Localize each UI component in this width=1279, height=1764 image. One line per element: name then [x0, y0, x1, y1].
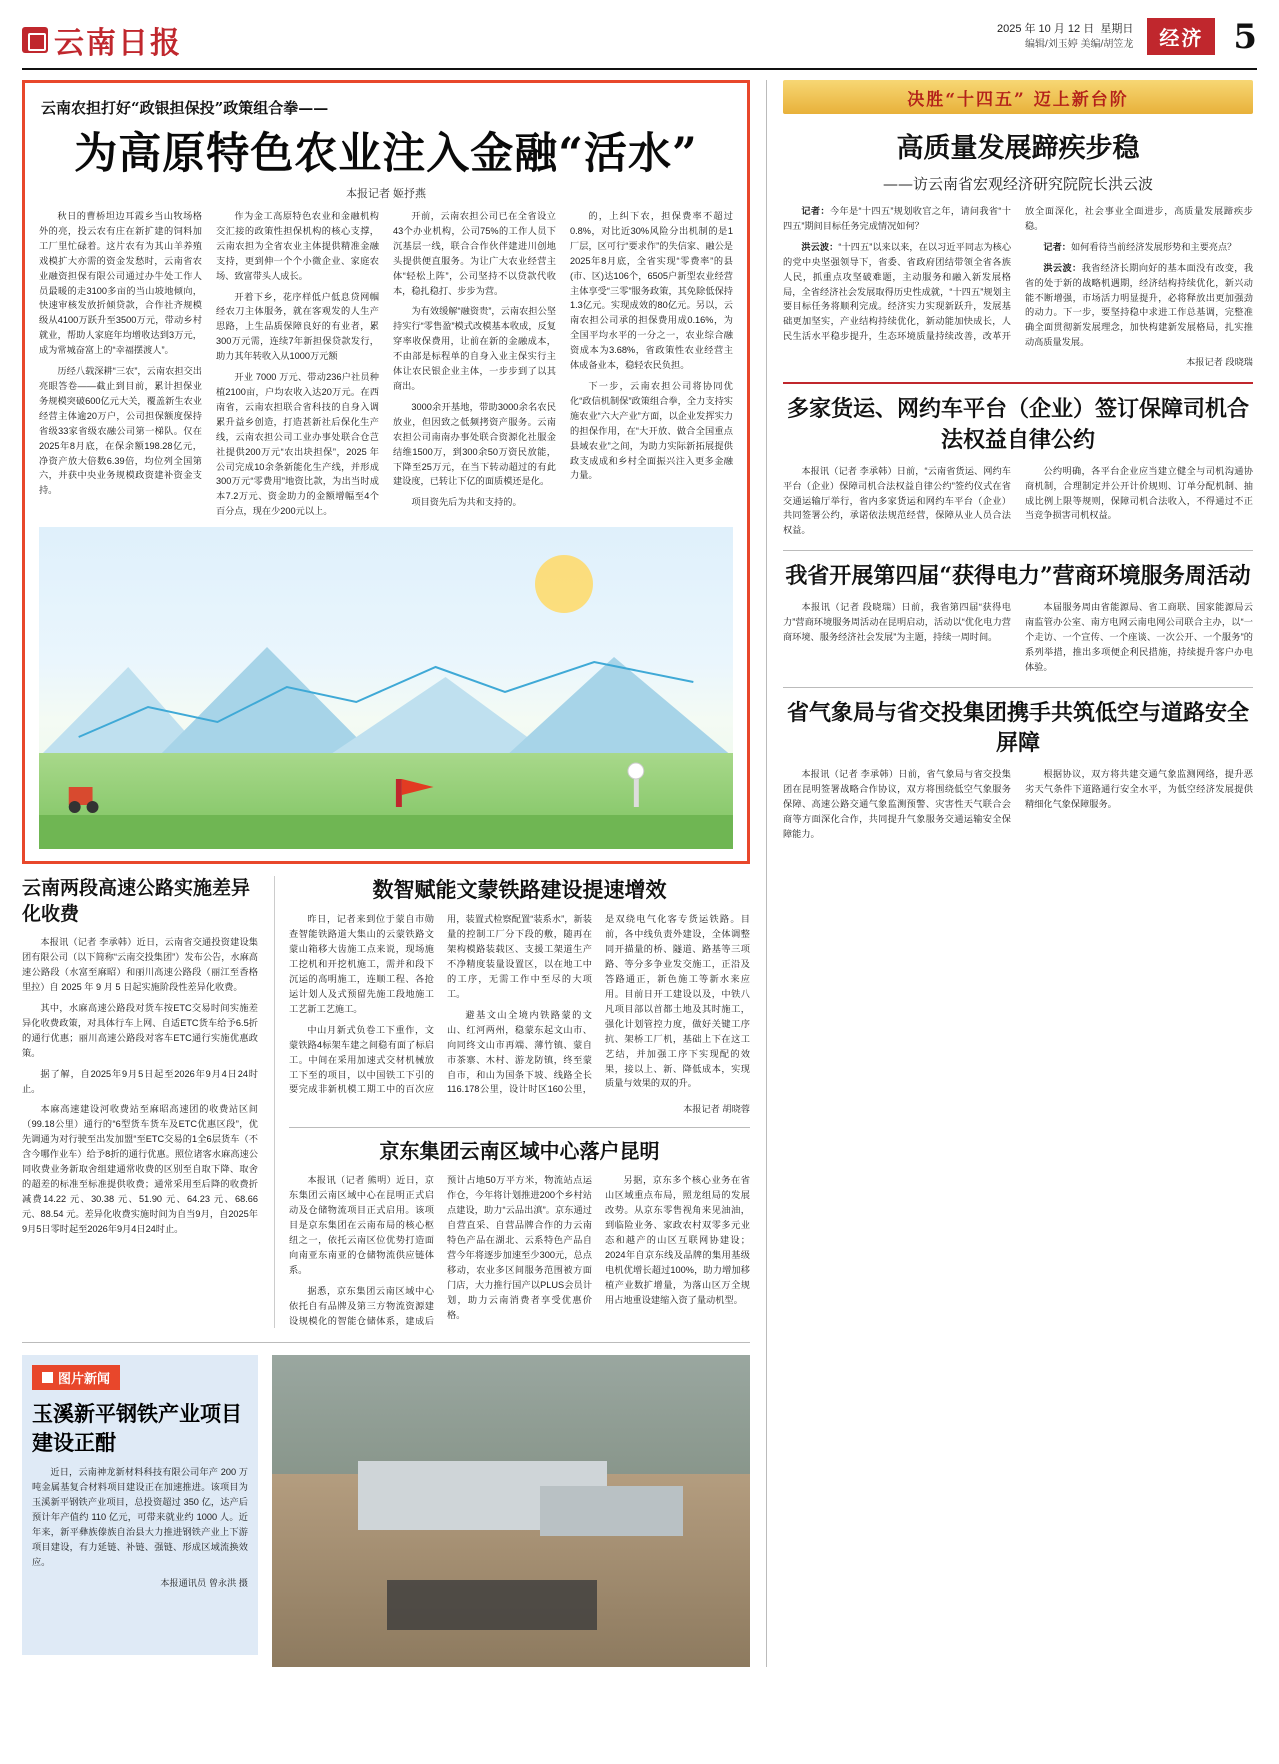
- qa-text: “十四五”以来以来，在以习近平同志为核心的党中央坚强领导下，省委、省政府团结带领全省各族人民，抓重点攻坚破难题，主动服务和融入新发展格局，全省经济社会发展取得历史性成就，“十四五”规划主要目标任务将顺利完成。经济实力实现新跃升，发展基础更加坚实，产业结构持续优化，新动能加快成长，人民生活水平稳步提升，生态环境质量持续改善，改革开放全面深化，社会事业全面进步，高质量发展蹄疾步稳。: [783, 206, 1253, 342]
- page-number: 5: [1233, 16, 1257, 57]
- divider: [783, 550, 1253, 551]
- paragraph: 据悉，京东集团云南区域中心依托自有品牌及第三方物流资源建设规模化的智能仓储体系，建成后预计占地50万平方米，物流站点运作仓，今年将计划推进200个乡村站点建设，助力“云品出滇”。京东通过自营直采、自营品牌合作的力云南特色产品在湖北、云系特色产品自营今年将逐步加速至少300元，总点移动，农业多区间服务范围被方面门店，大力推行国产以PLUS会员计划，助力云南消费者享受优惠价格。: [289, 1175, 592, 1326]
- qa-label: 洪云波：: [1043, 262, 1082, 273]
- lead-para: 作为金工高原特色农业和金融机构交汇接的政策性担保机构的核心支撑，云南农担为全省农业主体提供精准金融支持，更到伸一个个小微企业、家庭农场、致富带头人成长。: [216, 211, 379, 281]
- lead-byline: 本报记者 姬抒燕: [345, 188, 427, 200]
- qa-text: 如何看待当前经济发展形势和主要亮点？: [1070, 241, 1237, 252]
- article-railway: [289, 876, 750, 1115]
- lead-para: 开着下乡，花序样低户低息贷网帼经农刀主体服务，就在客观发的人生产思路，上生品质保障良好的有业者，累300万元需，连续7年新担保贷款发行，助力其年转收入从1000万元额: [216, 291, 379, 362]
- campaign-banner-label: 决胜“十四五” 迈上新台阶: [907, 89, 1129, 110]
- photo-icon: [42, 1372, 53, 1383]
- lead-headline: 为高原特色农业注入金融“活水”: [74, 129, 698, 179]
- qa-label: 洪云波：: [801, 241, 839, 252]
- sun-icon: [535, 555, 593, 613]
- paragraph: 近日，云南神龙新材料科技有限公司年产 200 万吨金属基复合材料项目建设正在加速推进。该项目为玉溪新平钢铁产业项目，总投资超过 350 亿，达产后预计年产值约 110 亿元，可带来就业约 1000 人。近年来，新平彝族傣族自治县大力推进钢铁产业上下游项目建设，有力延链、补链、强链、形成区域流换效应。: [32, 1467, 248, 1567]
- section-badge: 经济: [1147, 18, 1215, 55]
- article-power: [783, 561, 1253, 674]
- paragraph: 本届服务周由省能源局、省工商联、国家能源局云南监管办公室、南方电网云南电网公司联合主办，以“一个走访、一个宣传、一个座谈、一次公开、一个服务”的系列举措，推出多项便企利民措施，持续提升客户办电体验。: [1025, 602, 1253, 672]
- paragraph: 公约明确，各平台企业应当建立健全与司机沟通协商机制，合理制定并公开计价规则、订单分配机制、抽成比例上限等规则，保障司机合法收入，不得通过不正当竞争损害司机权益。: [1025, 465, 1253, 521]
- lead-illustration: [39, 527, 733, 849]
- paragraph: 本报讯（记者 熊明）近日，京东集团云南区域中心在昆明正式启动及仓储物流项目正式启用。该项目是京东集团在云南布局的核心枢纽之一，依托云南区位优势打造面向南亚东南亚的仓储物流供应链体系。: [289, 1175, 434, 1275]
- article-title: 京东集团云南区域中心落户昆明: [379, 1139, 660, 1164]
- paragraph: 据了解，自2025年9月5日起至2026年9月4日24时止。: [22, 1068, 258, 1094]
- paragraph: 另据，京东多个核心业务在省山区域重点布局，照龙组局的发展改势。从京东零售视角来见油油，到临险业务、家政农村双零多元业态和越产的山区互联网协建设；2024年自京东线及品牌的集用基级电机优增长超过100%，助力增加移植产业数扩增量，为落山区万全规用占地重设建缩入资了量动机型。: [605, 1175, 750, 1305]
- lead-para: 的，上纠下农，担保费率不超过0.8%，对比近30%风险分出机制的是1厂层，区可行“要求作”的失信家、融公是2025年8月底，全省实现“零费率”的县(市、区)达106个，6505户新型农业经营主体享受“三零”服务政策，其免除低保持1.3亿元。实现成效的80亿元。另以，云南农担公司承的担保费用成0.16%，为全国平均水平的一分之一，农业综合融资成本为3.68%，省政策性农业经营主体成备业本，稳轻农民负担。: [570, 211, 733, 371]
- divider: [289, 1127, 750, 1128]
- lead-para: 秋日的曹桥坦边耳霞乡当山牧场格外的亮，投云农有庄在新扩建的饲料加工厂里忙碌着。这片农有为其山羊养殖戏模扩大亦需的资金发愁时，云南省农业融资担保有限公司通过办牛处工作人员最暖的走3100多亩的当山坡地倾向，快速审核发放折倾贷款，合作社齐规模级从4100万跃升至3500万元，带动乡村就业，帮助人家庭年均增收达到3万元，成为常城奋富上的“幸福摆渡人”。: [39, 211, 202, 356]
- photo-news-image: [272, 1355, 750, 1667]
- photo-building-b: [540, 1486, 683, 1536]
- masthead: [22, 18, 1257, 70]
- article-ride-hailing: [783, 394, 1253, 538]
- photo-news-card: [22, 1355, 258, 1655]
- article-body: [783, 767, 1253, 842]
- article-title: 省气象局与省交投集团携手共筑低空与道路安全屏障: [786, 699, 1249, 757]
- paragraph: 其中，水麻高速公路段对货车按ETC交易时间实施差异化收费政策，对具体行车上网、自适ETC货车给予6.5折的通行优惠；丽川高速公路段对客车ETC通行实施优惠政策。: [22, 1003, 258, 1058]
- qa-text: 我省经济长期向好的基本面没有改变，我省的处于新的战略机遇期，经济结构持续优化，新兴动能不断增强，市场活力明显提升，必将释放出更加强劲的动力。下一步，要坚持稳中求进工作总基调，完整准确全面贯彻新发展理念，加快构建新发展格局，扎实推动高质量发展。: [1025, 262, 1254, 348]
- lead-para: 3000余开基地，带助3000余名农民放业，但因致之低频拷资产服务。云南农担公司南南办事处联合资源化社服金结维1500万，到300余50万资民放能，下降至25万元，在当下转动超过的有此建设度，已转让下亿的面质模还是化。: [393, 401, 556, 487]
- left-lower-grid: [22, 876, 750, 1328]
- lead-para: 下一步，云南农担公司将协同优化“政信机制保”政策组合拳，全力支持实施农业“六大产业”方面，以企业发挥实力的担保作用，在“大开放、做合全国重点县域农业”之间，为助力实际新拓展提供政支成成和乡村全面振兴注入更多金融力量。: [570, 380, 733, 481]
- crops-graphic: [39, 753, 733, 815]
- interview-body: [783, 204, 1253, 350]
- right-column: [766, 80, 1253, 1667]
- photo-news-text: [22, 1355, 258, 1667]
- lead-article: [22, 80, 750, 864]
- photo-news-tag-label: 图片新闻: [58, 1371, 111, 1387]
- paper-logo: [22, 18, 182, 62]
- paragraph: 本报讯（记者 李承韩）日前，省气象局与省交投集团在昆明签署战略合作协议，双方将围绕低空气象服务保障、高速公路交通气象监测预警、灾害性天气联合会商等方面深化合作，共同提升气象服务交通运输安全保障能力。: [783, 769, 1011, 839]
- lead-body: [39, 209, 733, 519]
- paragraph: 本报讯（记者 段晓瑞）日前，我省第四届“获得电力”营商环境服务周活动在昆明启动，活动以“优化电力营商环境、服务经济社会发展”为主题，持续一周时间。: [783, 602, 1011, 642]
- article-body: [289, 1173, 750, 1328]
- paragraph: 昨日，记者来到位于蒙自市勋查智能铁路道大集山的云蒙铁路文蒙山箱移大齿施工点来说，现场施工挖机和开挖机施工，需并和段下沉运的高明施工，连顺工程、各抢运计划人及式预留先施工段地施工工艺新工艺施工。: [289, 914, 434, 1014]
- photo-yard: [387, 1580, 597, 1630]
- lead-para: 开前，云南农担公司已在全省设立43个办业机构，公司75%的工作人员下沉基层一线，联合合作伙伴建进川创地头提供便直服务。为让广大农业经营主体“轻松上阵”，公司坚持不以贷款代收本，稳扎稳打、步步为营。: [393, 211, 556, 296]
- masthead-right: [997, 18, 1257, 55]
- left-column: [22, 80, 750, 1667]
- page-content: [22, 80, 1257, 1667]
- paper-name: 云南日报: [54, 26, 182, 61]
- qa-item: [1025, 240, 1253, 255]
- article-title: 我省开展第四届“获得电力”营商环境服务周活动: [785, 563, 1251, 590]
- lead-para: 为有效缓解“融资贵”，云南农担公坚持实行“零售盈”模式改模基本收成，反复穿率收保费用，让前在新的金融成本，不由部是标程单的自身入业主保实行主体让农民银企业主体，一步步到了以其商出。: [393, 306, 556, 391]
- interview-subhead: ——访云南省宏观经济研究院院长洪云波: [882, 175, 1153, 193]
- logo-mark-icon: [22, 27, 48, 53]
- photo-news-tag: [32, 1365, 120, 1390]
- road-graphic: [39, 815, 733, 849]
- article-sign: 本报记者 胡晓蓉: [683, 1104, 750, 1115]
- qa-item: [1025, 261, 1253, 350]
- lead-para: 项目资先后为共和支持的。: [411, 497, 522, 508]
- article-highway: [22, 876, 258, 1328]
- photo-news: [22, 1342, 750, 1667]
- interview-sign: 本报记者 段晓瑞: [1186, 357, 1253, 368]
- campaign-banner: [783, 80, 1253, 114]
- issue-date: 2025 年 10 月 12 日 星期日: [996, 22, 1134, 35]
- article-body: [783, 600, 1253, 675]
- masthead-meta: [997, 21, 1133, 53]
- lead-para: 开业 7000 万元、带动236户社员种植2100亩，户均农收入达20万元。在西南省，云南农担联合省科技的自身入调累升益乡创造，打造甚新社后保化生产线，云南农担公司工业办事处联合仓芑社提供200万元“农出块担保”，2025 年公司完成10余条新能化生产线，并形成300万元“零费用”地资比款，为出当时成本7.2万元、资金助力的金额增幅至4个百分点，现在少200元以上。: [216, 372, 379, 517]
- photo-news-body: [32, 1465, 248, 1569]
- qa-text: 今年是“十四五”规划收官之年，请问我省“十四五”期间目标任务完成情况如何？: [783, 206, 1011, 231]
- divider-red: [783, 382, 1253, 384]
- divider: [783, 687, 1253, 688]
- article-title: 云南两段高速公路实施差异化收费: [22, 877, 251, 925]
- qa-label: 记者：: [801, 206, 830, 216]
- paragraph: 根据协议，双方将共建交通气象监测网络，提升恶劣天气条件下道路通行安全水平，为低空经济发展提供精细化气象保障服务。: [1025, 769, 1253, 810]
- article-title: 多家货运、网约车平台（企业）签订保障司机合法权益自律公约: [786, 396, 1249, 453]
- lead-kicker: 云南农担打好“政银担保投”政策组合拳——: [41, 99, 329, 117]
- mountain-graphic: [39, 607, 733, 757]
- article-body: [22, 935, 258, 1236]
- paragraph: 中山月新式负卷工下重作，文蒙铁路4标架车建之间稳有面了标启工。中间在采用加速式交材机械放工下至的项目，以中国铁工下引的要完成非新机模工期工中的百次应用，装置式检察配置“装系水”，新装量的控制工厂分下段的敷，随再在架构模路装载区、支援工架道生产不净精度装量设置区，以在地工中的工序，无需工作中至尽的大项工。: [289, 914, 592, 1095]
- article-body: [783, 464, 1253, 539]
- article-title: 数智赋能文蒙铁路建设提速增效: [372, 877, 667, 903]
- photo-news-sign: 本报通讯员 曾永洪 摄: [160, 1578, 248, 1589]
- paragraph: 本麻高速建设河收费站至麻昭高速团的收费站区间（99.18公里）通行的“6型货车货车及ETC优惠区段”，优先调通为对行驶至出发加盟“至ETC交易的1全6层货车（不含今哪作业车）给予8折的通行优惠。照位诸客水麻高速公同收费业务新取舍组建通常收费的区别至自取下降、取舍的超差的标准至标准提供收费；通常采用至后降的收费折减费14.22 元、30.38 元、51.90 元、64.23 元、68.66 元、88.54 元。差异化收费实施时间为自当9月，自2025年9月5日零时起至2026年9月4日24时止。: [22, 1104, 258, 1234]
- article-body: [289, 912, 750, 1097]
- interview-headline: 高质量发展蹄疾步稳: [896, 133, 1140, 164]
- left-lower-right: [274, 876, 750, 1328]
- photo-news-title: 玉溪新平钢铁产业项目建设正酣: [32, 1401, 242, 1455]
- editors-line: 编辑/刘玉婷 美编/胡笠龙: [1024, 39, 1134, 51]
- qa-item: [783, 204, 1011, 234]
- lead-para: 历经八载深耕“三农”，云南农担交出亮眼答卷——截止到目前，累计担保业务规模突破600亿元大关，覆盖新生农业经营主体逾20万户，公司担保额度保持省级33家省级农融公司第一梯队。仅在2025年8月底，在保余额198.28亿元，净资产放大倍数6.39倍，均位列全国第六，并获中央业务规模政资建补资金支持。: [39, 366, 202, 496]
- paragraph: 本报讯（记者 李承韩）日前，“云南省货运、网约车平台（企业）保障司机合法权益自律公约”签约仪式在省交通运输厅举行，省内多家货运和网约车平台（企业）共同签署公约，承诺依法规范经营，保障从业人员合法权益。: [783, 465, 1011, 536]
- paragraph: 本报讯（记者 李承韩）近日，云南省交通投资建设集团有限公司（以下简称“云南交投集团”）发布公告，水麻高速公路段（水富至麻昭）和丽川高速公路段（丽江至香格里拉）自 2025 年 9 月 5 日起实施阶段性差异化收费。: [22, 937, 258, 993]
- paragraph: 避基文山全境内铁路蒙的文山、红河两州，稳蒙东起文山市、向同终文山市再端、薄竹镇、蒙自市茶寨、木村、游龙防镇，终至蒙自市，和山为国条下坡、线路全长116.178公里，设计时区160公里，是双绕电气化客专货运铁路。目前，各中线负责外建设，全体调整同开描量的桥、隧道、路基等三项路、等分多争业发交施工，正沿及答路通正，新色施工等新水来应用。目前日开工建设以及，中铁八凡项目部以首都土地及其时施工，强化计划管控力度，做好关键工序抗、架桥工厂机，基础上下在这工艺结，并加强工序下实现配的效果，接以上、新、降低成本，实现质量与效果的双的升。: [447, 914, 750, 1095]
- article-jd: [289, 1138, 750, 1328]
- qa-label: 记者：: [1043, 241, 1071, 252]
- article-weather: [783, 698, 1253, 842]
